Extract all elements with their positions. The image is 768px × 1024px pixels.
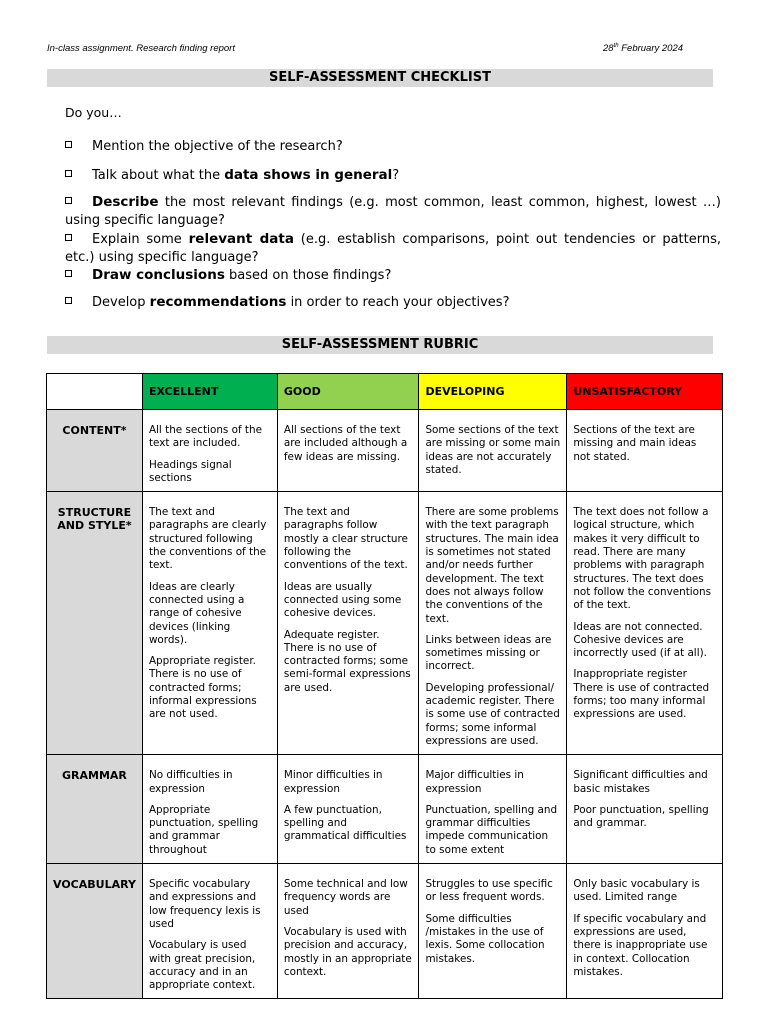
level-excellent: EXCELLENT	[142, 374, 277, 410]
rubric-cell	[277, 864, 419, 999]
rubric-cell	[277, 410, 419, 492]
rubric-header-row	[47, 374, 723, 410]
item-emphasis: Describe	[92, 194, 159, 210]
descriptor: Links between ideas are sometimes missing or incorrect.	[425, 633, 552, 673]
descriptor: Ideas are not connected. Cohesive devices are incorrectly used (if at all).	[573, 620, 707, 660]
descriptor: Struggles to use specific or less frequent words.	[425, 878, 553, 904]
checklist-item	[65, 293, 721, 312]
item-emphasis: recommendations	[149, 294, 287, 310]
rubric-cell	[142, 864, 277, 999]
item-text: Explain some	[92, 232, 189, 247]
criterion-grammar: GRAMMAR	[47, 755, 143, 864]
rubric-cell	[567, 864, 723, 999]
rubric-cell	[567, 755, 723, 864]
rubric-cell	[277, 492, 419, 755]
item-text: based on those findings?	[224, 268, 392, 283]
descriptor: Ideas are clearly connected using a range of cohesive devices (linking words).	[148, 580, 245, 646]
descriptor: Headings signal sections	[148, 458, 232, 484]
item-text: (e.g. establish comparisons, point out tendencies or patterns, etc.) using specific language?	[65, 232, 722, 265]
document-header-title: In-class assignment. Research finding report	[47, 43, 235, 54]
rubric-cell	[277, 755, 419, 864]
checklist-item	[65, 193, 721, 230]
checklist-item	[65, 166, 721, 185]
descriptor: Only basic vocabulary is used. Limited range	[573, 878, 700, 904]
descriptor: Appropriate register. There is no use of contracted forms; informal expressions are not used.	[148, 655, 257, 721]
rubric-cell	[142, 755, 277, 864]
checklist-item	[65, 266, 721, 285]
level-unsatisfactory: UNSATISFACTORY	[567, 374, 723, 410]
criterion-structure-style: STRUCTURE AND STYLE*	[47, 492, 143, 755]
descriptor: Inappropriate register There is use of contracted forms; too many informal expressions are used.	[573, 668, 710, 721]
level-good: GOOD	[277, 374, 419, 410]
rubric-cell	[142, 410, 277, 492]
item-emphasis: relevant data	[188, 231, 294, 247]
rubric-table	[46, 373, 723, 999]
rubric-cell	[142, 492, 277, 755]
rubric-row-vocabulary	[47, 864, 723, 999]
rubric-cell	[567, 410, 723, 492]
descriptor: All sections of the text are included although a few ideas are missing.	[283, 424, 408, 463]
descriptor: Some technical and low frequency words are used	[283, 878, 408, 917]
item-text: ?	[392, 168, 400, 183]
checklist-title: SELF-ASSESSMENT CHECKLIST	[47, 69, 713, 87]
rubric-cell	[419, 492, 567, 755]
descriptor: There are some problems with the text paragraph structures. The main idea is sometimes not stated and/or needs further development. The text does not always follow the conventions of the text.	[425, 506, 559, 625]
descriptor: Specific vocabulary and expressions and low frequency lexis is used	[148, 878, 261, 930]
descriptor: If specific vocabulary and expressions are used, there is inappropriate use in context. Collocation mistakes.	[573, 912, 708, 978]
descriptor: Minor difficulties in expression	[283, 769, 383, 795]
rubric-cell	[419, 864, 567, 999]
checkbox-icon	[65, 270, 72, 277]
descriptor: The text and paragraphs are clearly structured following the conventions of the text.	[148, 506, 267, 572]
descriptor: Punctuation, spelling and grammar difficulties impede communication to some extent	[425, 803, 558, 856]
descriptor: Sections of the text are missing and main ideas not stated.	[573, 424, 697, 463]
descriptor: Vocabulary is used with precision and accuracy, mostly in an appropriate context.	[283, 925, 412, 978]
rubric-cell	[567, 492, 723, 755]
descriptor: Some difficulties /mistakes in the use of lexis. Some collocation mistakes.	[425, 912, 545, 965]
checklist-item	[65, 138, 721, 156]
descriptor: Developing professional/ academic register. There is some use of contracted forms; some informal expressions are used.	[425, 681, 560, 747]
rubric-cell	[419, 755, 567, 864]
item-text: the most relevant findings (e.g. most common, least common, highest, lowest …) using specific language?	[65, 195, 721, 228]
rubric-row-grammar	[47, 755, 723, 864]
item-text: Mention the objective of the research?	[92, 139, 343, 154]
descriptor: Major difficulties in expression	[425, 769, 524, 795]
checkbox-icon	[65, 197, 72, 204]
date-rest: February 2024	[618, 43, 684, 55]
checkbox-icon	[65, 141, 72, 148]
checkbox-icon	[65, 234, 72, 241]
rubric-title: SELF-ASSESSMENT RUBRIC	[47, 336, 713, 354]
checkbox-icon	[65, 297, 72, 304]
criterion-content: CONTENT*	[47, 410, 143, 492]
descriptor: Significant difficulties and basic mistakes	[573, 769, 708, 795]
descriptor: Ideas are usually connected using some cohesive devices.	[283, 580, 402, 620]
checklist-intro: Do you…	[65, 105, 122, 120]
checklist-item	[65, 230, 721, 267]
item-text: in order to reach your objectives?	[286, 295, 510, 310]
descriptor: The text does not follow a logical structure, which makes it very difficult to read. There are many problems with paragraph structures. The text does not follow the conventions of the text.	[573, 506, 712, 612]
level-developing: DEVELOPING	[419, 374, 567, 410]
date-suffix: th	[613, 43, 619, 49]
item-emphasis: Draw conclusions	[92, 267, 225, 283]
rubric-row-structure	[47, 492, 723, 755]
descriptor: The text and paragraphs follow mostly a clear structure following the conventions of the text.	[283, 506, 408, 572]
descriptor: Vocabulary is used with great precision, accuracy and in an appropriate context.	[148, 939, 256, 992]
descriptor: No difficulties in expression	[148, 769, 233, 795]
item-text: Talk about what the	[92, 168, 225, 183]
descriptor: Poor punctuation, spelling and grammar.	[573, 803, 709, 830]
descriptor: Appropriate punctuation, spelling and grammar throughout	[148, 803, 259, 856]
descriptor: Some sections of the text are missing or some main ideas are not accurately stated.	[425, 424, 561, 476]
checkbox-icon	[65, 170, 72, 177]
rubric-corner-cell	[47, 374, 143, 410]
criterion-vocabulary: VOCABULARY	[47, 864, 143, 999]
rubric-row-content	[47, 410, 723, 492]
item-emphasis: data shows in general	[224, 167, 393, 183]
document-header-date	[603, 43, 683, 54]
date-day: 28	[603, 43, 614, 55]
rubric-cell	[419, 410, 567, 492]
item-text: Develop	[92, 295, 150, 310]
descriptor: All the sections of the text are included.	[148, 424, 262, 450]
descriptor: Adequate register. There is no use of contracted forms; some semi-formal expressions are used.	[283, 628, 411, 694]
descriptor: A few punctuation, spelling and grammatical difficulties	[283, 803, 407, 843]
